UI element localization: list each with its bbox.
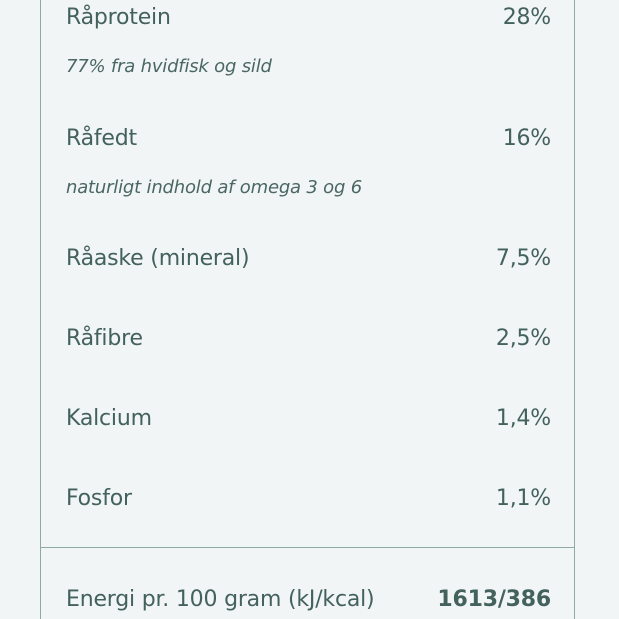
nutrient-label: Råfibre	[66, 326, 143, 351]
nutrient-value: 28%	[502, 5, 551, 30]
nutrient-note: 77% fra hvidfisk og sild	[66, 56, 272, 77]
nutrient-value: 1,1%	[495, 486, 551, 511]
energy-row	[66, 585, 551, 615]
nutrient-row-raprotein	[66, 3, 551, 33]
nutrient-label: Fosfor	[66, 486, 132, 511]
nutrient-row-rafibre	[66, 324, 551, 354]
nutrient-label: Råaske (mineral)	[66, 246, 250, 271]
nutrient-value: 1,4%	[495, 406, 551, 431]
nutrient-value: 2,5%	[495, 326, 551, 351]
nutrient-value: 16%	[502, 126, 551, 151]
energy-label: Energi pr. 100 gram (kJ/kcal)	[66, 587, 375, 612]
nutrient-label: Kalcium	[66, 406, 152, 431]
nutrient-value: 7,5%	[495, 246, 551, 271]
nutrient-row-rafedt	[66, 124, 551, 154]
nutrient-note: naturligt indhold af omega 3 og 6	[66, 177, 362, 198]
divider	[41, 547, 574, 548]
nutrient-row-kalcium	[66, 404, 551, 434]
nutrient-row-raaske	[66, 244, 551, 274]
energy-value: 1613/386	[437, 587, 551, 612]
nutrient-row-fosfor	[66, 484, 551, 514]
nutrient-label: Råprotein	[66, 5, 171, 30]
nutrition-table	[40, 0, 575, 619]
nutrient-label: Råfedt	[66, 126, 137, 151]
